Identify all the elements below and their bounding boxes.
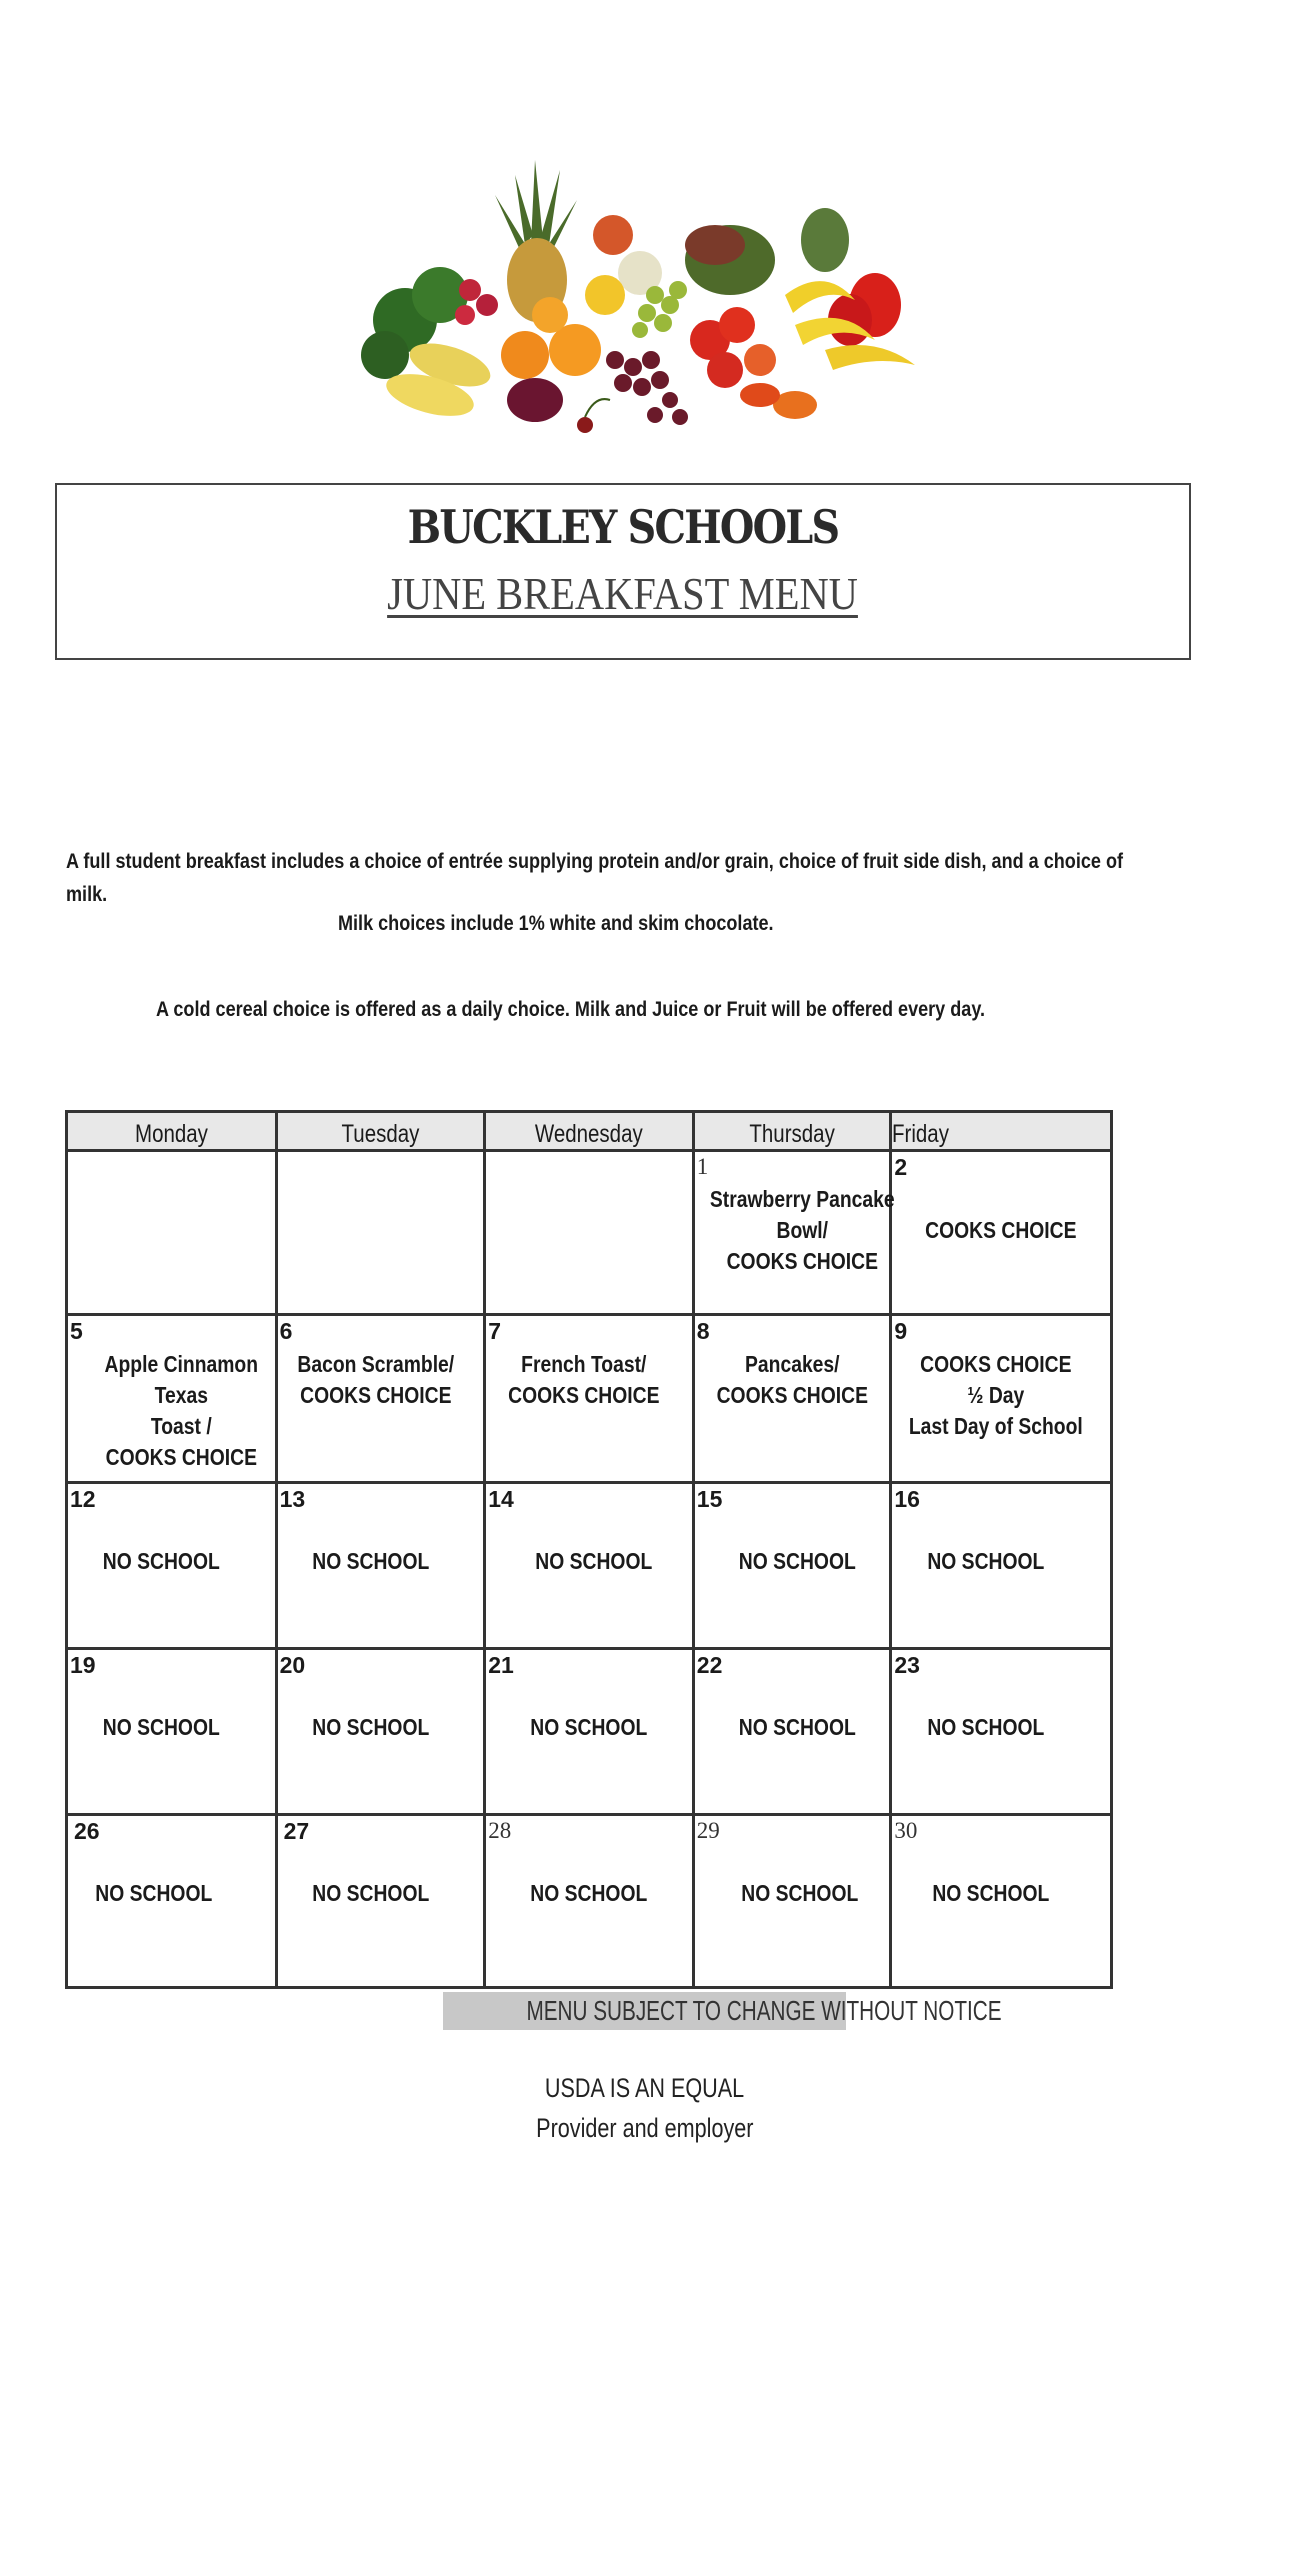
day-number: 8: [696, 1318, 710, 1344]
milk-choices-note: Milk choices include 1% white and skim chocolate.: [338, 912, 774, 935]
header-monday: Monday: [67, 1112, 277, 1151]
day-number: 1: [696, 1154, 709, 1179]
day-number: 23: [894, 1652, 920, 1678]
menu-item: NO SCHOOL: [95, 1880, 213, 1906]
day-number: 15: [696, 1486, 723, 1512]
breakfast-calendar: [65, 1110, 1113, 1989]
fruit-vegetable-illustration: [355, 155, 945, 455]
menu-item: NO SCHOOL: [311, 1714, 429, 1740]
calendar-day-cell: [485, 1649, 694, 1815]
menu-item: NO SCHOOL: [932, 1880, 1050, 1906]
header-wednesday: Wednesday: [485, 1112, 694, 1151]
menu-item: COOKS CHOICE ½ Day Last Day of School: [909, 1351, 1084, 1439]
usda-statement-line-1: USDA IS AN EQUAL: [544, 2073, 745, 2103]
menu-item: Apple Cinnamon Texas Toast / COOKS CHOICE: [104, 1351, 259, 1470]
day-number: 9: [894, 1318, 908, 1344]
day-number: 12: [70, 1486, 96, 1512]
calendar-day-cell: [276, 1151, 485, 1315]
calendar-day-cell: [67, 1315, 277, 1483]
day-number: 16: [894, 1486, 920, 1512]
day-number: 19: [70, 1652, 96, 1678]
day-number: 13: [279, 1486, 306, 1512]
title-box: [55, 483, 1191, 660]
calendar-day-cell: [693, 1315, 891, 1483]
calendar-day-cell: [485, 1483, 694, 1649]
menu-item: NO SCHOOL: [535, 1548, 653, 1574]
day-number: 28: [488, 1818, 512, 1843]
calendar-day-cell: [67, 1649, 277, 1815]
header-thursday: Thursday: [693, 1112, 891, 1151]
calendar-day-cell: [891, 1649, 1112, 1815]
calendar-header-row: [67, 1112, 1112, 1151]
calendar-day-cell: [891, 1315, 1112, 1483]
menu-change-notice: MENU SUBJECT TO CHANGE WITHOUT NOTICE: [443, 1992, 846, 2030]
calendar-day-cell: [891, 1483, 1112, 1649]
menu-item: French Toast/ COOKS CHOICE: [508, 1351, 660, 1408]
menu-item: NO SCHOOL: [927, 1548, 1045, 1574]
day-number: 7: [488, 1318, 501, 1344]
menu-item: NO SCHOOL: [738, 1548, 856, 1574]
header-tuesday: Tuesday: [276, 1112, 485, 1151]
menu-title: JUNE BREAKFAST MENU: [387, 568, 859, 619]
menu-item: NO SCHOOL: [738, 1714, 856, 1740]
calendar-day-cell: [485, 1315, 694, 1483]
calendar-day-cell: [276, 1815, 485, 1988]
calendar-day-cell: [276, 1483, 485, 1649]
day-number: 6: [279, 1318, 293, 1344]
day-number: 5: [70, 1318, 83, 1344]
breakfast-description: A full student breakfast includes a choice of entrée supplying protein and/or grain, choice of fruit side dish, and a choice of milk.: [66, 850, 1124, 906]
day-number: 22: [696, 1652, 723, 1678]
day-number: 26: [74, 1818, 100, 1844]
calendar-week: [67, 1815, 1112, 1988]
calendar-day-cell: [693, 1815, 891, 1988]
cereal-note: A cold cereal choice is offered as a daily choice. Milk and Juice or Fruit will be offered every day.: [156, 998, 986, 1021]
day-number: 14: [488, 1486, 514, 1512]
day-number: 2: [894, 1154, 908, 1180]
usda-statement-line-2: Provider and employer: [535, 2113, 754, 2143]
day-number: 27: [283, 1818, 310, 1844]
day-number: 21: [488, 1652, 514, 1678]
calendar-week: [67, 1315, 1112, 1483]
calendar-day-cell: [693, 1649, 891, 1815]
menu-item: NO SCHOOL: [102, 1714, 220, 1740]
calendar-day-cell: [891, 1151, 1112, 1315]
menu-item: NO SCHOOL: [741, 1880, 859, 1906]
menu-item: NO SCHOOL: [102, 1548, 220, 1574]
calendar-day-cell: [276, 1649, 485, 1815]
calendar-day-cell: [693, 1151, 895, 1315]
menu-item: Pancakes/ COOKS CHOICE: [716, 1351, 868, 1408]
header-friday: Friday: [891, 1112, 1112, 1151]
calendar-day-cell: [67, 1815, 277, 1988]
menu-item: Bacon Scramble/ COOKS CHOICE: [296, 1351, 454, 1408]
calendar-day-cell: [485, 1815, 694, 1988]
menu-item: NO SCHOOL: [927, 1714, 1045, 1740]
calendar-day-cell: [276, 1315, 485, 1483]
calendar-day-cell: [693, 1483, 891, 1649]
menu-item: NO SCHOOL: [311, 1880, 429, 1906]
day-number: 30: [894, 1818, 918, 1843]
calendar-week: [67, 1483, 1112, 1649]
menu-item: COOKS CHOICE: [925, 1217, 1077, 1243]
calendar-day-cell: [485, 1151, 694, 1315]
menu-item: Strawberry Pancake Bowl/ COOKS CHOICE: [709, 1186, 895, 1274]
day-number: 20: [279, 1652, 306, 1678]
calendar-day-cell: [67, 1151, 277, 1315]
menu-item: NO SCHOOL: [311, 1548, 429, 1574]
day-number: 29: [696, 1818, 720, 1843]
calendar-week: [67, 1649, 1112, 1815]
calendar-week: [67, 1151, 1112, 1315]
menu-item: NO SCHOOL: [530, 1880, 648, 1906]
menu-item: NO SCHOOL: [530, 1714, 648, 1740]
school-name: BUCKLEY SCHOOLS: [407, 500, 839, 554]
calendar-day-cell: [67, 1483, 277, 1649]
calendar-day-cell: [891, 1815, 1112, 1988]
